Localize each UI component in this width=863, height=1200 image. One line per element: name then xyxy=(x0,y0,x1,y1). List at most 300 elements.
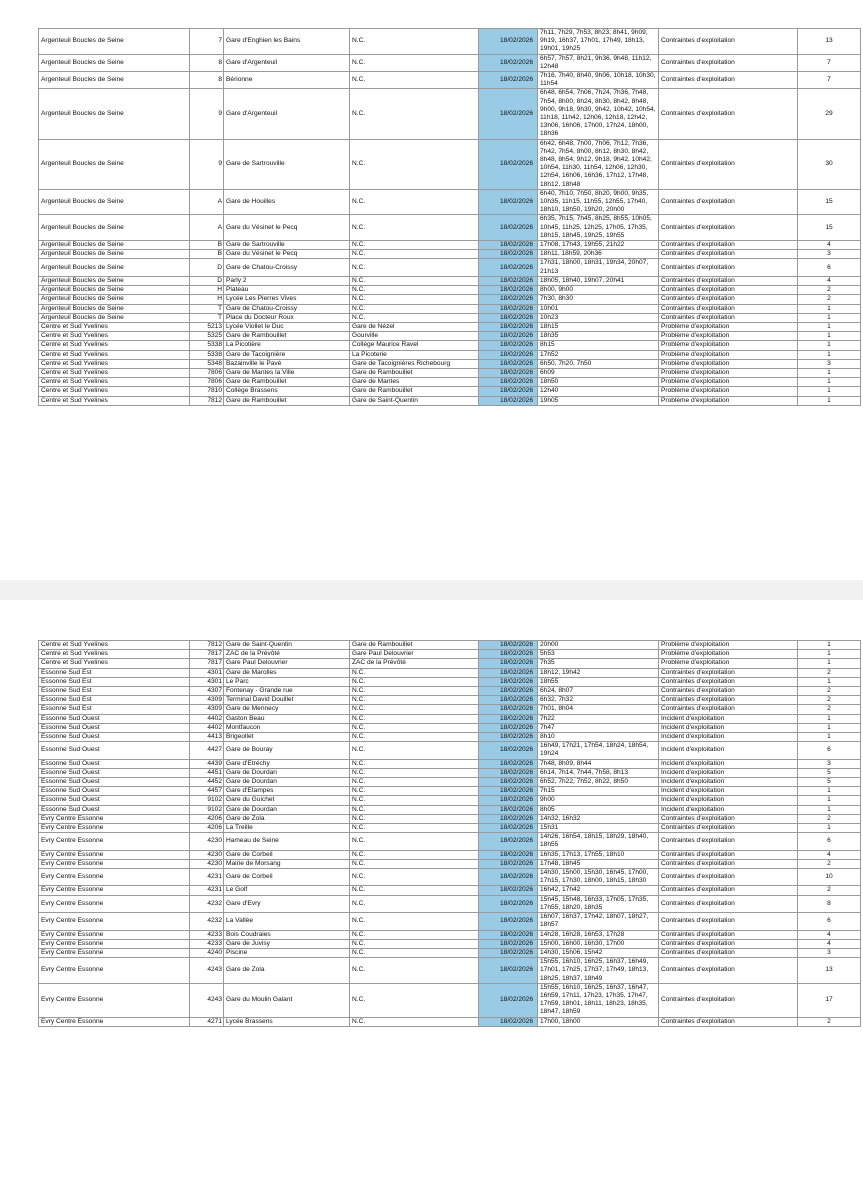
line-cell: 9 xyxy=(190,89,224,139)
reason-cell: Contraintes d'exploitation xyxy=(659,295,798,304)
reason-cell: Problème d'exploitation xyxy=(659,368,798,377)
line-cell: 4271 xyxy=(190,1017,224,1026)
times-cell: 12h40 xyxy=(538,387,659,396)
table-row xyxy=(39,286,861,295)
date-cell: 18/02/2026 xyxy=(479,295,538,304)
stop-cell: Piscine xyxy=(224,948,350,957)
times-cell: 7h47 xyxy=(538,723,659,732)
destination-cell: N.C. xyxy=(350,1017,479,1026)
stop-cell: Gare du Guichet xyxy=(224,796,350,805)
site-cell: Argenteuil Boucles de Seine xyxy=(39,189,190,215)
count-cell: 6 xyxy=(798,742,861,759)
destination-cell: N.C. xyxy=(350,696,479,705)
reason-cell: Contraintes d'exploitation xyxy=(659,705,798,714)
line-cell: 4457 xyxy=(190,787,224,796)
count-cell: 1 xyxy=(798,332,861,341)
date-cell: 18/02/2026 xyxy=(479,948,538,957)
stop-cell: Gare de Rambouillet xyxy=(224,332,350,341)
table-row xyxy=(39,659,861,668)
reason-cell: Contraintes d'exploitation xyxy=(659,948,798,957)
line-cell: 4233 xyxy=(190,939,224,948)
count-cell: 3 xyxy=(798,359,861,368)
stop-cell: Gare d'Argenteuil xyxy=(224,54,350,71)
date-cell: 18/02/2026 xyxy=(479,396,538,405)
destination-cell: N.C. xyxy=(350,886,479,895)
reason-cell: Problème d'exploitation xyxy=(659,387,798,396)
line-cell: 5325 xyxy=(190,332,224,341)
stop-cell: Gare de Dourdan xyxy=(224,768,350,777)
times-cell: 6h57, 7h57, 8h21, 9h36, 9h48, 11h12, 12h48 xyxy=(538,54,659,71)
table-row xyxy=(39,687,861,696)
table-row xyxy=(39,886,861,895)
date-cell: 18/02/2026 xyxy=(479,259,538,276)
site-cell: Centre et Sud Yvelines xyxy=(39,396,190,405)
date-cell: 18/02/2026 xyxy=(479,913,538,930)
table-row xyxy=(39,796,861,805)
times-cell: 7h01, 8h04 xyxy=(538,705,659,714)
line-cell: 8 xyxy=(190,54,224,71)
table-row xyxy=(39,983,861,1017)
site-cell: Argenteuil Boucles de Seine xyxy=(39,286,190,295)
stop-cell: La Vallée xyxy=(224,913,350,930)
times-cell: 18h11, 18h59, 20h36 xyxy=(538,250,659,259)
count-cell: 1 xyxy=(798,723,861,732)
destination-cell: Gourville xyxy=(350,332,479,341)
date-cell: 18/02/2026 xyxy=(479,895,538,912)
site-cell: Essonne Sud Ouest xyxy=(39,759,190,768)
line-cell: 4301 xyxy=(190,668,224,677)
count-cell: 1 xyxy=(798,350,861,359)
stop-cell: Bérionne xyxy=(224,72,350,89)
destination-cell: Collège Maurice Ravel xyxy=(350,341,479,350)
date-cell: 18/02/2026 xyxy=(479,659,538,668)
page-2 xyxy=(0,600,863,1200)
site-cell: Centre et Sud Yvelines xyxy=(39,659,190,668)
destination-cell: N.C. xyxy=(350,705,479,714)
table-row xyxy=(39,189,861,215)
count-cell: 4 xyxy=(798,276,861,285)
times-cell: 20h00 xyxy=(538,641,659,650)
reason-cell: Contraintes d'exploitation xyxy=(659,139,798,189)
site-cell: Argenteuil Boucles de Seine xyxy=(39,295,190,304)
line-cell: B xyxy=(190,250,224,259)
site-cell: Argenteuil Boucles de Seine xyxy=(39,304,190,313)
date-cell: 18/02/2026 xyxy=(479,833,538,850)
count-cell: 1 xyxy=(798,824,861,833)
table-row xyxy=(39,313,861,322)
times-cell: 15h00, 16h00, 16h30, 17h00 xyxy=(538,939,659,948)
stop-cell: Gare de Marolles xyxy=(224,668,350,677)
reason-cell: Incident d'exploitation xyxy=(659,768,798,777)
date-cell: 18/02/2026 xyxy=(479,332,538,341)
stop-cell: Gare de Chatou-Croissy xyxy=(224,304,350,313)
date-cell: 18/02/2026 xyxy=(479,859,538,868)
table-row xyxy=(39,139,861,189)
reason-cell: Contraintes d'exploitation xyxy=(659,930,798,939)
destination-cell: N.C. xyxy=(350,668,479,677)
date-cell: 18/02/2026 xyxy=(479,677,538,686)
table-row xyxy=(39,54,861,71)
cancellations-table-page-2 xyxy=(38,640,861,1027)
destination-cell: N.C. xyxy=(350,895,479,912)
date-cell: 18/02/2026 xyxy=(479,1017,538,1026)
count-cell: 1 xyxy=(798,387,861,396)
destination-cell: N.C. xyxy=(350,313,479,322)
reason-cell: Problème d'exploitation xyxy=(659,341,798,350)
times-cell: 18h55 xyxy=(538,677,659,686)
count-cell: 3 xyxy=(798,250,861,259)
line-cell: 4307 xyxy=(190,687,224,696)
table-row xyxy=(39,705,861,714)
times-cell: 14h28, 16h28, 16h53, 17h28 xyxy=(538,930,659,939)
site-cell: Evry Centre Essonne xyxy=(39,1017,190,1026)
times-cell: 14h30, 15h00, 15h30, 16h45, 17h00, 17h15, 17h30, 18h00, 18h15, 18h30 xyxy=(538,869,659,886)
stop-cell: La Treille xyxy=(224,824,350,833)
table-row xyxy=(39,723,861,732)
times-cell: 6h40, 7h10, 7h50, 8h20, 9h00, 9h35, 10h35, 11h15, 11h55, 12h55, 17h40, 18h10, 18h50, 19h20, 20h00 xyxy=(538,189,659,215)
site-cell: Essonne Sud Est xyxy=(39,696,190,705)
line-cell: D xyxy=(190,259,224,276)
line-cell: 7810 xyxy=(190,387,224,396)
destination-cell: N.C. xyxy=(350,913,479,930)
destination-cell: Gare de Nézel xyxy=(350,322,479,331)
site-cell: Essonne Sud Ouest xyxy=(39,796,190,805)
reason-cell: Contraintes d'exploitation xyxy=(659,313,798,322)
table-row xyxy=(39,668,861,677)
times-cell: 8h15 xyxy=(538,341,659,350)
line-cell: D xyxy=(190,276,224,285)
reason-cell: Contraintes d'exploitation xyxy=(659,958,798,984)
times-cell: 7h11, 7h29, 7h53, 8h23, 8h41, 9h09, 9h19, 16h37, 17h01, 17h49, 18h13, 19h01, 19h25 xyxy=(538,29,659,55)
count-cell: 13 xyxy=(798,29,861,55)
site-cell: Evry Centre Essonne xyxy=(39,814,190,823)
destination-cell: N.C. xyxy=(350,824,479,833)
destination-cell: N.C. xyxy=(350,687,479,696)
stop-cell: Gare d'Argenteuil xyxy=(224,89,350,139)
count-cell: 1 xyxy=(798,368,861,377)
site-cell: Argenteuil Boucles de Seine xyxy=(39,250,190,259)
times-cell: 9h00 xyxy=(538,796,659,805)
date-cell: 18/02/2026 xyxy=(479,89,538,139)
table-row xyxy=(39,1017,861,1026)
destination-cell: N.C. xyxy=(350,714,479,723)
stop-cell: Gare de Rambouillet xyxy=(224,396,350,405)
stop-cell: Fontenay - Grande rue xyxy=(224,687,350,696)
reason-cell: Contraintes d'exploitation xyxy=(659,668,798,677)
stop-cell: Gare de Mennecy xyxy=(224,705,350,714)
line-cell: 7806 xyxy=(190,378,224,387)
count-cell: 2 xyxy=(798,859,861,868)
reason-cell: Contraintes d'exploitation xyxy=(659,215,798,241)
site-cell: Essonne Sud Ouest xyxy=(39,787,190,796)
stop-cell: Gare de Juvisy xyxy=(224,939,350,948)
date-cell: 18/02/2026 xyxy=(479,286,538,295)
line-cell: 4451 xyxy=(190,768,224,777)
site-cell: Evry Centre Essonne xyxy=(39,895,190,912)
date-cell: 18/02/2026 xyxy=(479,778,538,787)
date-cell: 18/02/2026 xyxy=(479,696,538,705)
site-cell: Evry Centre Essonne xyxy=(39,869,190,886)
table-row xyxy=(39,778,861,787)
count-cell: 3 xyxy=(798,759,861,768)
table-row xyxy=(39,341,861,350)
times-cell: 6h24, 8h07 xyxy=(538,687,659,696)
reason-cell: Contraintes d'exploitation xyxy=(659,824,798,833)
times-cell: 6h14, 7h14, 7h44, 7h58, 8h13 xyxy=(538,768,659,777)
times-cell: 5h53 xyxy=(538,650,659,659)
table-row xyxy=(39,850,861,859)
reason-cell: Problème d'exploitation xyxy=(659,359,798,368)
reason-cell: Contraintes d'exploitation xyxy=(659,869,798,886)
stop-cell: Gare de Dourdan xyxy=(224,805,350,814)
destination-cell: N.C. xyxy=(350,958,479,984)
date-cell: 18/02/2026 xyxy=(479,350,538,359)
times-cell: 17h00, 18h00 xyxy=(538,1017,659,1026)
count-cell: 7 xyxy=(798,54,861,71)
count-cell: 29 xyxy=(798,89,861,139)
reason-cell: Contraintes d'exploitation xyxy=(659,54,798,71)
count-cell: 5 xyxy=(798,778,861,787)
destination-cell: N.C. xyxy=(350,54,479,71)
line-cell: 4230 xyxy=(190,850,224,859)
destination-cell: N.C. xyxy=(350,241,479,250)
line-cell: 4402 xyxy=(190,714,224,723)
site-cell: Evry Centre Essonne xyxy=(39,983,190,1017)
times-cell: 18h50 xyxy=(538,378,659,387)
times-cell: 18h12, 19h42 xyxy=(538,668,659,677)
stop-cell: Brigeollet xyxy=(224,733,350,742)
stop-cell: Mairie de Morsang xyxy=(224,859,350,868)
count-cell: 30 xyxy=(798,139,861,189)
count-cell: 2 xyxy=(798,705,861,714)
reason-cell: Incident d'exploitation xyxy=(659,796,798,805)
site-cell: Essonne Sud Ouest xyxy=(39,723,190,732)
line-cell: 4233 xyxy=(190,930,224,939)
count-cell: 15 xyxy=(798,189,861,215)
line-cell: 4232 xyxy=(190,895,224,912)
line-cell: 4231 xyxy=(190,886,224,895)
count-cell: 6 xyxy=(798,833,861,850)
destination-cell: N.C. xyxy=(350,833,479,850)
date-cell: 18/02/2026 xyxy=(479,72,538,89)
count-cell: 3 xyxy=(798,948,861,957)
stop-cell: Gare de Rambouillet xyxy=(224,378,350,387)
destination-cell: N.C. xyxy=(350,215,479,241)
stop-cell: Plateau xyxy=(224,286,350,295)
line-cell: 5213 xyxy=(190,322,224,331)
site-cell: Essonne Sud Ouest xyxy=(39,778,190,787)
destination-cell: N.C. xyxy=(350,948,479,957)
destination-cell: Gare Paul Delouvrier xyxy=(350,650,479,659)
stop-cell: Le Parc xyxy=(224,677,350,686)
site-cell: Argenteuil Boucles de Seine xyxy=(39,215,190,241)
count-cell: 4 xyxy=(798,939,861,948)
date-cell: 18/02/2026 xyxy=(479,687,538,696)
line-cell: 5338 xyxy=(190,341,224,350)
reason-cell: Incident d'exploitation xyxy=(659,787,798,796)
reason-cell: Contraintes d'exploitation xyxy=(659,89,798,139)
stop-cell: Gare de Corbeil xyxy=(224,869,350,886)
reason-cell: Contraintes d'exploitation xyxy=(659,276,798,285)
site-cell: Centre et Sud Yvelines xyxy=(39,368,190,377)
date-cell: 18/02/2026 xyxy=(479,805,538,814)
line-cell: 7806 xyxy=(190,368,224,377)
table-row xyxy=(39,759,861,768)
destination-cell: N.C. xyxy=(350,89,479,139)
date-cell: 18/02/2026 xyxy=(479,705,538,714)
site-cell: Evry Centre Essonne xyxy=(39,930,190,939)
table-row xyxy=(39,72,861,89)
table-row xyxy=(39,650,861,659)
site-cell: Argenteuil Boucles de Seine xyxy=(39,259,190,276)
site-cell: Centre et Sud Yvelines xyxy=(39,359,190,368)
reason-cell: Problème d'exploitation xyxy=(659,378,798,387)
count-cell: 2 xyxy=(798,286,861,295)
times-cell: 6h52, 7h22, 7h52, 8h22, 8h50 xyxy=(538,778,659,787)
table-row xyxy=(39,805,861,814)
date-cell: 18/02/2026 xyxy=(479,139,538,189)
line-cell: 4206 xyxy=(190,814,224,823)
stop-cell: Hameau de Seine xyxy=(224,833,350,850)
reason-cell: Contraintes d'exploitation xyxy=(659,241,798,250)
table-row xyxy=(39,89,861,139)
table-row xyxy=(39,895,861,912)
times-cell: 15h55, 16h10, 16h25, 16h37, 16h47, 16h59, 17h11, 17h23, 17h35, 17h47, 17h59, 18h01, 18h11, 18h23, 18h35, 18h47, 18h59 xyxy=(538,983,659,1017)
stop-cell: Gare du Moulin Galant xyxy=(224,983,350,1017)
site-cell: Essonne Sud Ouest xyxy=(39,742,190,759)
reason-cell: Contraintes d'exploitation xyxy=(659,1017,798,1026)
times-cell: 7h35 xyxy=(538,659,659,668)
stop-cell: Gare du Vésinet le Pecq xyxy=(224,215,350,241)
times-cell: 14h26, 16h54, 18h15, 18h29, 18h40, 18h55 xyxy=(538,833,659,850)
line-cell: 4309 xyxy=(190,696,224,705)
line-cell: 4402 xyxy=(190,723,224,732)
times-cell: 15h31 xyxy=(538,824,659,833)
count-cell: 2 xyxy=(798,814,861,823)
line-cell: 4206 xyxy=(190,824,224,833)
destination-cell: N.C. xyxy=(350,805,479,814)
times-cell: 15h55, 16h10, 16h25, 16h37, 16h49, 17h01, 17h25, 17h37, 17h49, 18h13, 18h25, 18h37, 18h49 xyxy=(538,958,659,984)
count-cell: 8 xyxy=(798,895,861,912)
site-cell: Evry Centre Essonne xyxy=(39,948,190,957)
destination-cell: N.C. xyxy=(350,939,479,948)
times-cell: 15h45, 15h48, 16h33, 17h05, 17h35, 17h55, 18h20, 18h35 xyxy=(538,895,659,912)
destination-cell: Gare de Tacoignières Richebourg xyxy=(350,359,479,368)
line-cell: 4413 xyxy=(190,733,224,742)
date-cell: 18/02/2026 xyxy=(479,983,538,1017)
date-cell: 18/02/2026 xyxy=(479,869,538,886)
count-cell: 4 xyxy=(798,850,861,859)
site-cell: Argenteuil Boucles de Seine xyxy=(39,139,190,189)
date-cell: 18/02/2026 xyxy=(479,189,538,215)
times-cell: 7h30, 8h30 xyxy=(538,295,659,304)
stop-cell: Gare d'Evry xyxy=(224,895,350,912)
times-cell: 17h48, 18h45 xyxy=(538,859,659,868)
times-cell: 14h30, 15h06, 15h42 xyxy=(538,948,659,957)
stop-cell: La Picotière xyxy=(224,341,350,350)
site-cell: Argenteuil Boucles de Seine xyxy=(39,54,190,71)
destination-cell: N.C. xyxy=(350,139,479,189)
count-cell: 1 xyxy=(798,322,861,331)
line-cell: 4232 xyxy=(190,913,224,930)
stop-cell: Gaston Beau xyxy=(224,714,350,723)
table-row xyxy=(39,304,861,313)
times-cell: 8h05 xyxy=(538,805,659,814)
table-row xyxy=(39,787,861,796)
destination-cell: N.C. xyxy=(350,796,479,805)
times-cell: 6h35, 7h15, 7h45, 8h25, 8h55, 10h05, 10h45, 11h25, 12h25, 17h05, 17h35, 18h15, 18h45, 19h25, 19h55 xyxy=(538,215,659,241)
table-row xyxy=(39,814,861,823)
date-cell: 18/02/2026 xyxy=(479,930,538,939)
times-cell: 18h05, 18h40, 19h07, 20h41 xyxy=(538,276,659,285)
times-cell: 16h35, 17h13, 17h55, 18h10 xyxy=(538,850,659,859)
line-cell: 7 xyxy=(190,29,224,55)
stop-cell: Lycée Brassens xyxy=(224,1017,350,1026)
site-cell: Centre et Sud Yvelines xyxy=(39,641,190,650)
line-cell: 7812 xyxy=(190,396,224,405)
line-cell: 7817 xyxy=(190,650,224,659)
stop-cell: Gare de Corbeil xyxy=(224,850,350,859)
destination-cell: N.C. xyxy=(350,29,479,55)
table-row xyxy=(39,733,861,742)
line-cell: 4452 xyxy=(190,778,224,787)
count-cell: 1 xyxy=(798,659,861,668)
site-cell: Evry Centre Essonne xyxy=(39,833,190,850)
destination-cell: N.C. xyxy=(350,259,479,276)
line-cell: 4231 xyxy=(190,869,224,886)
table-row xyxy=(39,295,861,304)
times-cell: 16h49, 17h21, 17h54, 18h24, 18h54, 19h24 xyxy=(538,742,659,759)
site-cell: Centre et Sud Yvelines xyxy=(39,378,190,387)
reason-cell: Incident d'exploitation xyxy=(659,723,798,732)
line-cell: 4427 xyxy=(190,742,224,759)
date-cell: 18/02/2026 xyxy=(479,387,538,396)
table-row xyxy=(39,742,861,759)
site-cell: Essonne Sud Est xyxy=(39,687,190,696)
destination-cell: N.C. xyxy=(350,759,479,768)
times-cell: 6h42, 6h48, 7h00, 7h06, 7h12, 7h36, 7h42, 7h54, 8h00, 8h12, 8h30, 8h42, 8h48, 8h54, 9h12, 9h18, 9h42, 10h42, 10h54, 11h30, 11h54, 12h06, 12h30, 12h54, 16h06, 16h36, 17h12, 17h48, 18h12, 18h48 xyxy=(538,139,659,189)
site-cell: Essonne Sud Ouest xyxy=(39,805,190,814)
destination-cell: ZAC de la Prévôté xyxy=(350,659,479,668)
table-row xyxy=(39,930,861,939)
count-cell: 15 xyxy=(798,215,861,241)
times-cell: 7h15 xyxy=(538,787,659,796)
date-cell: 18/02/2026 xyxy=(479,768,538,777)
reason-cell: Incident d'exploitation xyxy=(659,759,798,768)
stop-cell: Gare de Zola xyxy=(224,814,350,823)
stop-cell: Place du Docteur Roux xyxy=(224,313,350,322)
count-cell: 2 xyxy=(798,687,861,696)
line-cell: 7817 xyxy=(190,659,224,668)
table-row xyxy=(39,250,861,259)
date-cell: 18/02/2026 xyxy=(479,824,538,833)
line-cell: 8 xyxy=(190,72,224,89)
line-cell: B xyxy=(190,241,224,250)
table-row xyxy=(39,259,861,276)
stop-cell: Bois Coudraies xyxy=(224,930,350,939)
destination-cell: N.C. xyxy=(350,787,479,796)
site-cell: Argenteuil Boucles de Seine xyxy=(39,29,190,55)
times-cell: 16h42, 17h42 xyxy=(538,886,659,895)
page-1 xyxy=(0,0,863,580)
date-cell: 18/02/2026 xyxy=(479,814,538,823)
destination-cell: N.C. xyxy=(350,814,479,823)
reason-cell: Contraintes d'exploitation xyxy=(659,259,798,276)
site-cell: Evry Centre Essonne xyxy=(39,824,190,833)
date-cell: 18/02/2026 xyxy=(479,641,538,650)
reason-cell: Incident d'exploitation xyxy=(659,742,798,759)
stop-cell: Gare de Tacoignière xyxy=(224,350,350,359)
